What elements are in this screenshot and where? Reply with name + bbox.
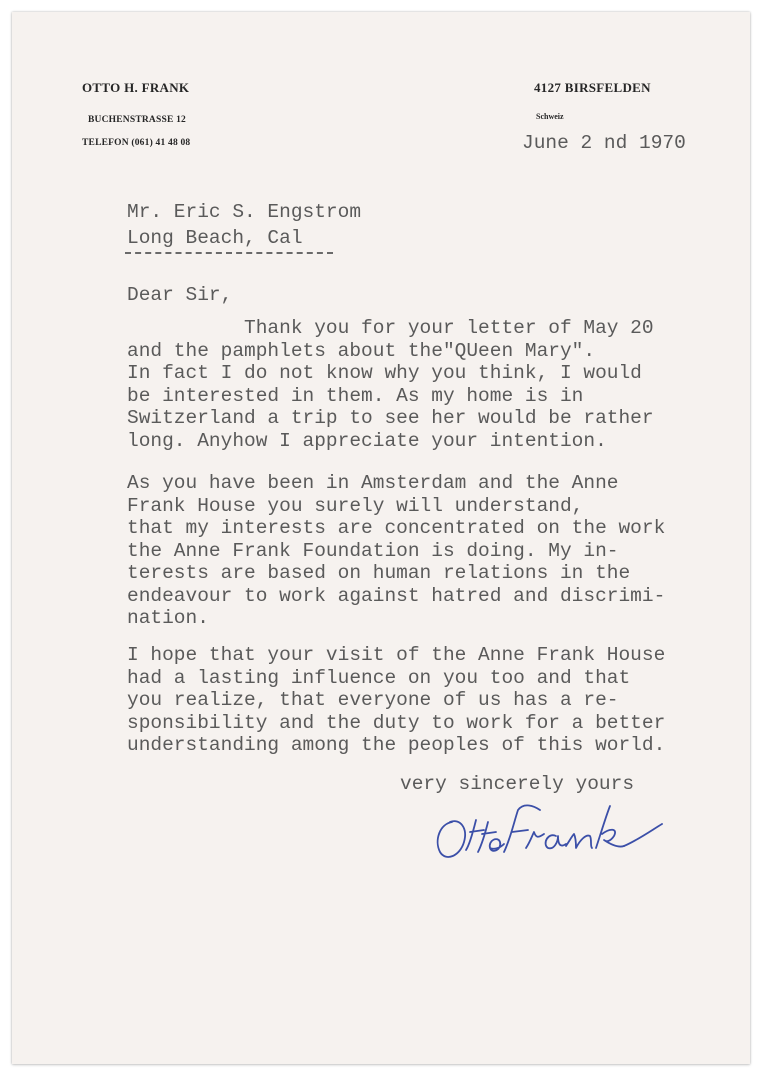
handwritten-signature <box>430 792 666 872</box>
text-line: Frank House you surely will understand, <box>127 494 584 517</box>
text-line: nation. <box>127 607 209 629</box>
text-line: and the pamphlets about the"QUeen Mary". <box>127 339 596 362</box>
text-line: endeavour to work against hatred and discrimi- <box>127 584 666 607</box>
letterhead-street: BUCHENSTRASSE 12 <box>88 115 186 125</box>
text-line: that my interests are concentrated on the work <box>127 517 666 539</box>
text-line: long. Anyhow I appreciate your intention. <box>127 429 607 452</box>
text-line: you realize, that everyone of us has a re- <box>127 689 619 711</box>
letterhead-phone: TELEFON (061) 41 48 08 <box>82 138 191 148</box>
paragraph-1 <box>127 317 654 452</box>
text-line: Thank you for your letter of May 20 <box>127 317 654 339</box>
closing: very sincerely yours <box>400 773 635 795</box>
text-line: In fact I do not know why you think, I would <box>127 362 642 384</box>
text-line: the Anne Frank Foundation is doing. My in- <box>127 539 619 562</box>
text-line: understanding among the peoples of this world. <box>127 734 666 756</box>
letterhead-name: OTTO H. FRANK <box>82 80 190 95</box>
letter-page <box>12 12 750 1064</box>
paragraph-3 <box>127 644 665 757</box>
text-line: terests are based on human relations in the <box>127 562 631 584</box>
recipient-location: Long Beach, Cal <box>127 227 303 249</box>
letter-date: June 2 nd 1970 <box>522 132 686 154</box>
salutation: Dear Sir, <box>127 284 233 306</box>
letterhead-country: Schweiz <box>536 112 564 121</box>
address-underline <box>125 252 333 254</box>
text-line: be interested in them. As my home is in <box>127 384 584 407</box>
text-line: had a lasting influence on you too and that <box>127 666 631 689</box>
paragraph-2 <box>127 472 665 630</box>
text-line: Switzerland a trip to see her would be rather <box>127 407 654 429</box>
letterhead-city: 4127 BIRSFELDEN <box>534 80 651 95</box>
recipient-name: Mr. Eric S. Engstrom <box>127 201 362 223</box>
text-line: sponsibility and the duty to work for a better <box>127 711 666 734</box>
text-line: I hope that your visit of the Anne Frank House <box>127 644 666 666</box>
text-line: As you have been in Amsterdam and the Anne <box>127 472 619 494</box>
